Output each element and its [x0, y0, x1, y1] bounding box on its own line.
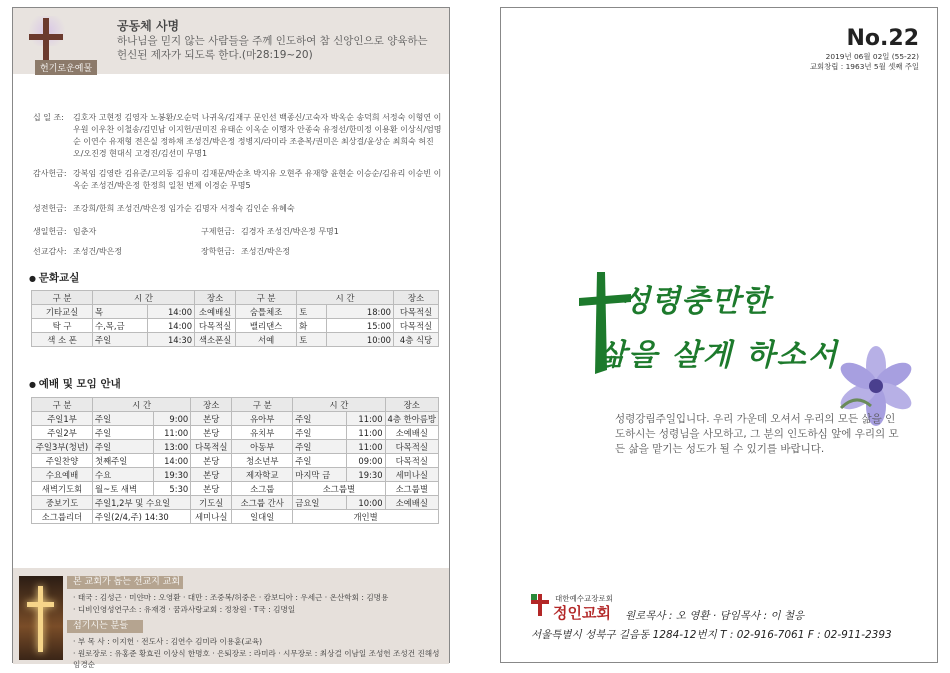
table-cell: 월~토 새벽	[93, 482, 154, 496]
table-cell: 14:00	[153, 454, 191, 468]
offering-names: 김호자 고현정 김영자 노봉환/오순덕 나귀옥/김재구 문인선 백종신/고숙자 박옥순 송덕희 서정숙 이형연 이우원 이우찬 이철송/김민남 이지헌/권미진 유태순 이옥순 이행자 안종숙 유정선/한미정 이용환 이상식/엄명순 이연수 유재형 전은실 정하채 조성건/박은정 정병지/라미라 조춘복/권미은 최상걸/윤상순 최희숙 허진오/오진경 현대식 고경진/김선미 무명1	[73, 113, 442, 158]
culture-table-body	[32, 305, 439, 347]
table-cell: 첫째주일	[93, 454, 154, 468]
table-cell: 아동부	[232, 440, 293, 454]
table-cell: 유아부	[232, 412, 293, 426]
offering-names: 김경자 조성건/박은정 무명1	[241, 227, 339, 236]
table-cell: 주일1부	[32, 412, 93, 426]
offering-names: 조성건/박은정	[241, 247, 291, 256]
offering-label: 생일헌금:	[33, 227, 67, 236]
table-cell: 주일	[293, 440, 346, 454]
col-header: 구 분	[32, 291, 93, 305]
worship-table	[31, 397, 439, 524]
table-cell: 본당	[191, 482, 232, 496]
table-cell: 다목적실	[394, 305, 439, 319]
col-header: 구 분	[32, 398, 93, 412]
church-logo-icon	[531, 594, 549, 616]
table-cell: 청소년부	[232, 454, 293, 468]
footer-section	[13, 568, 449, 669]
table-cell: 수요예배	[32, 468, 93, 482]
worship-table-body	[32, 412, 439, 524]
table-row	[32, 496, 439, 510]
table-cell: 주일	[293, 412, 346, 426]
table-cell: 숨틀체조	[236, 305, 297, 319]
table-cell: 목	[93, 305, 148, 319]
table-cell: 수,목,금	[93, 319, 148, 333]
offering-names: 임춘자	[73, 227, 97, 236]
col-header: 구 분	[232, 398, 293, 412]
offering-birthday	[33, 226, 443, 238]
col-header: 시 간	[297, 291, 394, 305]
table-cell: 11:00	[346, 440, 385, 454]
table-cell: 다목적실	[191, 440, 232, 454]
glowing-cross-icon	[19, 576, 63, 660]
table-cell: 주일2부	[32, 426, 93, 440]
table-row	[32, 468, 439, 482]
offering-mission	[33, 246, 443, 258]
table-cell: 소예배실	[195, 305, 236, 319]
table-header-row	[32, 398, 439, 412]
col-header: 장소	[385, 398, 438, 412]
table-cell: 다목적실	[385, 454, 438, 468]
table-cell: 주일	[293, 426, 346, 440]
table-cell: 중보기도	[32, 496, 93, 510]
table-cell: 본당	[191, 426, 232, 440]
denomination: 대한예수교장로회	[555, 594, 613, 603]
table-cell: 서예	[236, 333, 297, 347]
table-cell: 금요일	[293, 496, 346, 510]
table-cell: 18:00	[327, 305, 394, 319]
table-cell: 소예배실	[385, 496, 438, 510]
table-cell: 주일	[293, 454, 346, 468]
culture-table	[31, 290, 439, 347]
table-cell: 본당	[191, 412, 232, 426]
table-cell: 토	[297, 333, 327, 347]
table-cell: 색 소 폰	[32, 333, 93, 347]
table-cell: 10:00	[346, 496, 385, 510]
table-row	[32, 454, 439, 468]
table-row	[32, 440, 439, 454]
table-cell: 5:30	[153, 482, 191, 496]
staff-title: 섬기시는 분들	[67, 620, 143, 633]
offering-names: 조성건/박은정	[73, 247, 123, 256]
church-name: 정인교회	[553, 604, 611, 622]
right-page	[500, 7, 938, 663]
table-cell: 소그룹별	[293, 482, 385, 496]
worship-title: ● 예배 및 모임 안내	[29, 376, 121, 391]
table-cell: 세미나실	[385, 468, 438, 482]
table-cell: 09:00	[346, 454, 385, 468]
table-cell: 주일(2/4,주) 14:30	[93, 510, 191, 524]
culture-title: ● 문화교실	[29, 270, 79, 285]
col-header: 시 간	[293, 398, 385, 412]
offering-label: 성전헌금:	[33, 204, 67, 213]
church-address: 서울특별시 성북구 길음동 1284-12번지 T : 02-916-7061 F : 02-911-2393	[531, 629, 892, 641]
table-cell: 주일	[93, 440, 154, 454]
mission-churches-line: · 디비인영성연구소 : 유재경 · 꿈과사랑교회 : 정창원 · T국 : 김명일	[73, 605, 296, 614]
issue-date	[810, 52, 919, 72]
table-cell: 소그룹리더	[32, 510, 93, 524]
offering-label: 십 일 조:	[33, 113, 64, 122]
calligraphy-line-1: 성령충만한	[621, 284, 771, 319]
mission-churches-title: 본 교회가 돕는 선교지 교회	[67, 576, 183, 589]
mission-churches-line: · 태국 : 김성근 · 미얀마 : 오영환 · 대만 : 조중복/허중은 · 캄보디아 : 우세근 · 온산학회 : 김명용	[73, 593, 389, 602]
table-row	[32, 412, 439, 426]
table-cell: 제자학교	[232, 468, 293, 482]
table-cell: 14:00	[148, 305, 195, 319]
col-header: 구 분	[236, 291, 297, 305]
table-cell: 주일3부(청년)	[32, 440, 93, 454]
table-cell: 본당	[191, 454, 232, 468]
col-header: 시 간	[93, 398, 191, 412]
table-row	[32, 426, 439, 440]
table-cell: 기도실	[191, 496, 232, 510]
staff-line: · 원로장로 : 유홍준 황효린 이상식 한명호 · 은퇴장로 : 라미라 · 시무장로 : 최상걸 이남일 조성헌 조성건 진해성 임경순	[73, 649, 440, 669]
table-cell: 소그룹	[232, 482, 293, 496]
col-header: 장소	[394, 291, 439, 305]
table-cell: 다목적실	[195, 319, 236, 333]
pastors: 원로목사 : 오 영환 · 담임목사 : 이 철응	[625, 610, 805, 622]
issue-number: No.22	[846, 26, 919, 51]
offering-names: 조강희/한희 조성건/박은정 임가순 김명자 서정숙 김인순 유혜숙	[73, 204, 295, 213]
issue-date-text: 2019년 06월 02일 (55-22)	[825, 52, 919, 61]
table-cell: 다목적실	[394, 319, 439, 333]
table-cell: 유치부	[232, 426, 293, 440]
offering-tag: 헌기로운예물	[35, 60, 97, 75]
mission-title: 공동체 사명	[117, 19, 180, 33]
table-cell: 기타교실	[32, 305, 93, 319]
table-cell: 개인별	[293, 510, 439, 524]
table-cell: 4층 식당	[394, 333, 439, 347]
table-cell: 11:00	[153, 426, 191, 440]
offering-temple	[33, 203, 443, 215]
table-row	[32, 333, 439, 347]
table-row	[32, 510, 439, 524]
table-cell: 13:00	[153, 440, 191, 454]
table-cell: 일대일	[232, 510, 293, 524]
table-cell: 4층 한아름방	[385, 412, 438, 426]
offering-tithe	[33, 112, 443, 160]
table-cell: 주일찬양	[32, 454, 93, 468]
table-cell: 9:00	[153, 412, 191, 426]
table-cell: 15:00	[327, 319, 394, 333]
table-cell: 소그룹 간사	[232, 496, 293, 510]
table-cell: 밸리댄스	[236, 319, 297, 333]
mission-text: 하나님을 믿지 않는 사람들을 주께 인도하여 참 신앙인으로 양육하는 헌신된 제자가 되도록 한다.(마28:19~20)	[117, 35, 428, 61]
table-cell: 세미나실	[191, 510, 232, 524]
table-cell: 주일	[93, 426, 154, 440]
table-cell: 11:00	[346, 412, 385, 426]
founded-text: 교회창립 : 1963년 5월 셋째 주일	[809, 62, 919, 71]
table-cell: 주일	[93, 333, 148, 347]
col-header: 시 간	[93, 291, 195, 305]
col-header: 장소	[195, 291, 236, 305]
left-page	[12, 7, 450, 669]
offering-names: 강복임 김영란 김유준/고의동 김유미 김재문/박순초 박지유 오현주 유재향 윤현순 이승순/김유리 이승빈 이옥순 조성건/박은정 한정희 일천 번제 이경순 무명5	[73, 169, 442, 190]
table-cell: 주일1,2부 및 수요일	[93, 496, 191, 510]
table-cell: 다목적실	[385, 440, 438, 454]
table-cell: 새벽기도회	[32, 482, 93, 496]
col-header: 장소	[191, 398, 232, 412]
offering-thanks	[33, 168, 443, 192]
offering-label: 선교감사:	[33, 247, 67, 256]
table-row	[32, 305, 439, 319]
table-cell: 토	[297, 305, 327, 319]
table-cell: 화	[297, 319, 327, 333]
table-cell: 수요	[93, 468, 154, 482]
calligraphy-line-2: 삶을 살게 하소서	[597, 338, 839, 373]
table-cell: 마지막 금	[293, 468, 346, 482]
table-cell: 색소폰실	[195, 333, 236, 347]
table-cell: 14:30	[148, 333, 195, 347]
offering-label: 감사헌금:	[33, 169, 67, 178]
table-cell: 주일	[93, 412, 154, 426]
table-cell: 19:30	[346, 468, 385, 482]
staff-line: · 부 목 사 : 이지헌 · 전도사 : 김연수 김미라 이용훈(교육)	[73, 637, 263, 646]
offering-label: 장학헌금:	[201, 247, 235, 256]
offering-label: 구제헌금:	[201, 227, 235, 236]
mission-header	[13, 8, 449, 74]
table-cell: 11:00	[346, 426, 385, 440]
table-row	[32, 319, 439, 333]
table-header-row	[32, 291, 439, 305]
table-cell: 본당	[191, 468, 232, 482]
table-row	[32, 482, 439, 496]
message-text: 성령강림주일입니다. 우리 가운데 오셔서 우리의 모든 삶을 인도하시는 성령님을 사모하고, 그 분의 인도하심 앞에 우리의 모든 삶을 맡기는 성도가 될 수 있기를 바랍니다.	[615, 413, 899, 455]
table-cell: 14:00	[148, 319, 195, 333]
table-cell: 소예배실	[385, 426, 438, 440]
table-cell: 탁 구	[32, 319, 93, 333]
table-cell: 10:00	[327, 333, 394, 347]
table-cell: 소그룹별	[385, 482, 438, 496]
table-cell: 19:30	[153, 468, 191, 482]
